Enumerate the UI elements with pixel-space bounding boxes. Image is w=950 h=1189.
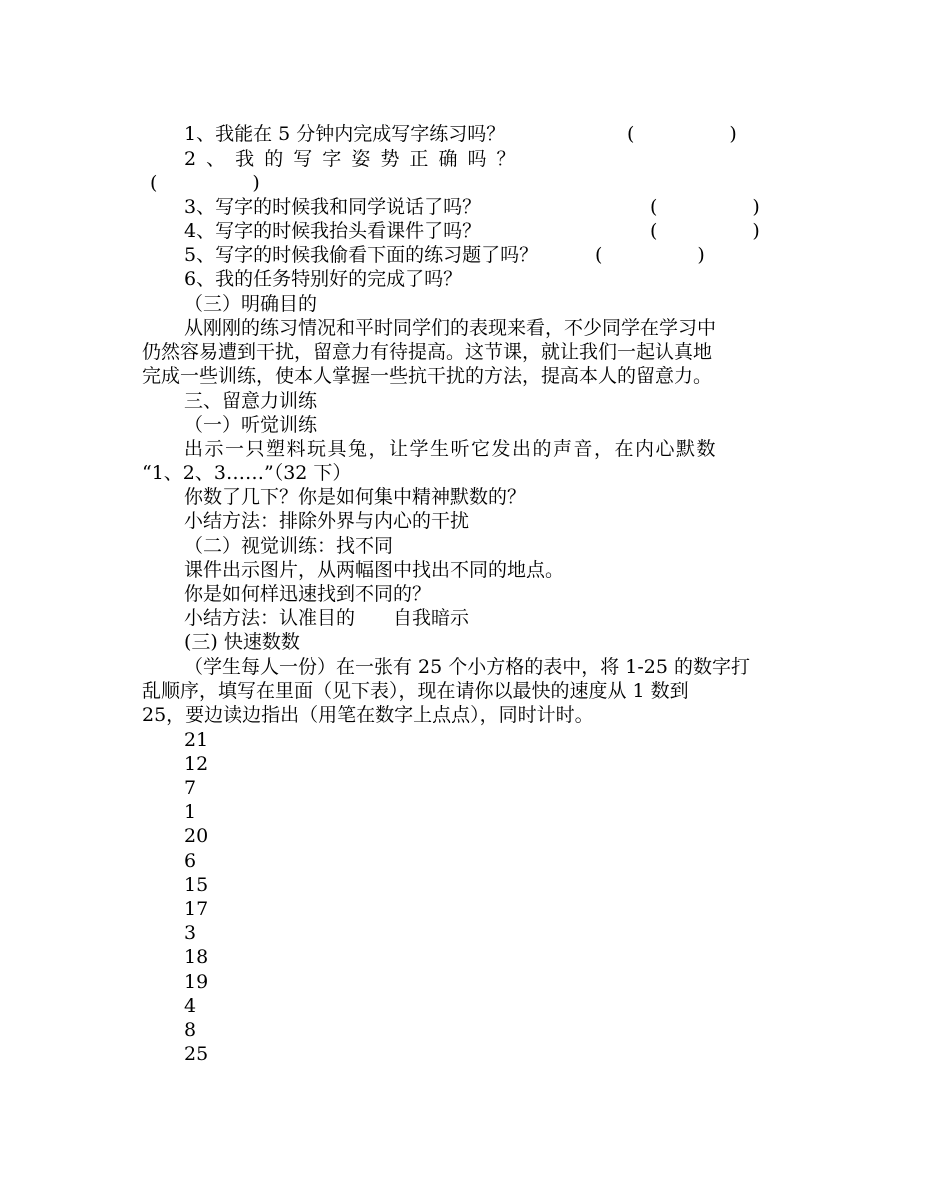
answer-blank-2: ( ) [150,172,260,194]
checklist-item-4: 4、写字的时候我抬头看课件了吗？ [184,220,482,242]
listening-text-line-2: “1、2、3……”（32 下） [142,462,352,484]
number-item: 7 [184,777,197,799]
section-heading-counting: (三) 快速数数 [184,631,300,653]
part-heading-attention-training: 三、留意力训练 [184,390,318,412]
number-item: 17 [184,898,209,920]
number-item: 18 [184,946,209,968]
number-item: 21 [184,729,209,751]
checklist-item-1: 1、我能在 5 分钟内完成写字练习吗？ [184,123,506,145]
number-item: 8 [184,1019,197,1041]
answer-blank-4: ( ) [650,220,760,242]
number-item: 25 [184,1043,209,1065]
checklist-item-2: 2 、 我 的 写 字 姿 势 正 确 吗 ？ [184,148,518,170]
answer-blank-5: ( ) [595,244,705,266]
answer-blank-3: ( ) [650,196,760,218]
checklist-item-3: 3、写字的时候我和同学说话了吗？ [184,196,482,218]
answer-blank-1: ( ) [627,123,737,145]
listening-summary: 小结方法：排除外界与内心的干扰 [184,510,470,532]
number-item: 3 [184,922,197,944]
visual-text: 课件出示图片，从两幅图中找出不同的地点。 [184,559,565,581]
number-item: 20 [184,825,209,847]
section-heading-visual: （二）视觉训练：找不同 [184,535,394,557]
number-item: 12 [184,753,209,775]
number-item: 15 [184,874,209,896]
counting-text-line-2: 乱顺序，填写在里面（见下表），现在请你以最快的速度从 1 数到 [142,680,689,702]
purpose-line-2: 仍然容易遭到干扰，留意力有待提高。这节课，就让我们一起认真地 [142,341,713,363]
listening-question: 你数了几下？你是如何集中精神默数的？ [184,486,527,508]
checklist-item-5: 5、写字的时候我偷看下面的练习题了吗？ [184,244,539,266]
number-item: 1 [184,801,197,823]
number-item: 6 [184,850,197,872]
visual-summary: 小结方法：认准目的 自我暗示 [184,607,470,629]
number-item: 19 [184,971,209,993]
section-heading-purpose: （三）明确目的 [184,293,318,315]
number-item: 4 [184,995,197,1017]
section-heading-listening: （一）听觉训练 [184,414,318,436]
purpose-line-3: 完成一些训练，使本人掌握一些抗干扰的方法，提高本人的留意力。 [142,365,713,387]
counting-text-line-1: （学生每人一份）在一张有 25 个小方格的表中，将 1-25 的数字打 [184,656,751,678]
counting-text-line-3: 25，要边读边指出（用笔在数字上点点），同时计时。 [142,704,594,726]
checklist-item-6: 6、我的任务特别好的完成了吗？ [184,268,463,290]
visual-question: 你是如何样迅速找到不同的？ [184,583,432,605]
listening-text-line-1: 出示一只塑料玩具兔，让学生听它发出的声音，在内心默数 [184,438,718,460]
purpose-line-1: 从刚刚的练习情况和平时同学们的表现来看，不少同学在学习中 [184,317,717,339]
